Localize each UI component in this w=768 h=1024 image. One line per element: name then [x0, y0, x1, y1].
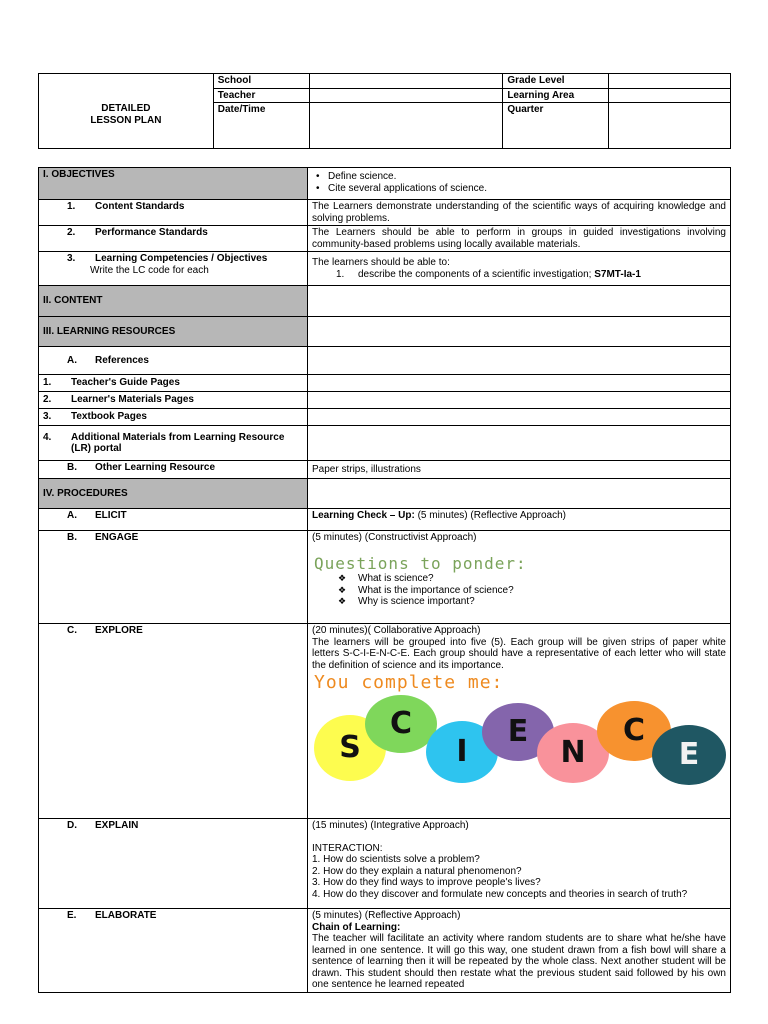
lc-code: S7MT-Ia-1: [594, 268, 641, 280]
quarter-label: Quarter: [503, 103, 609, 149]
engage-label: B. ENGAGE: [39, 531, 308, 624]
lc-code-note: Write the LC code for each: [90, 264, 209, 276]
explore-label: C. EXPLORE: [39, 624, 308, 819]
objectives-bullets: [308, 168, 731, 200]
objectives-heading: I. OBJECTIVES: [39, 168, 308, 200]
explain-question: 1. How do scientists solve a problem?: [312, 854, 480, 865]
school-label: School: [213, 74, 309, 89]
objective-item: • Cite several applications of science.: [316, 183, 726, 195]
explain-question: 3. How do they find ways to improve people's lives?: [312, 877, 541, 888]
elicit-label: A. ELICIT: [39, 509, 308, 531]
performance-standards-text: The Learners should be able to perform in groups in guided investigations involving community-based problems using locally available materials.: [308, 226, 731, 252]
grade-value: [609, 74, 731, 89]
ponder-title: Questions to ponder:: [314, 553, 527, 573]
lesson-plan-title: [39, 74, 214, 149]
letter-ball-e2: E: [652, 725, 726, 785]
letter-ball-n: N: [537, 723, 609, 783]
procedures-value: [308, 479, 731, 509]
letter-ball-s: S: [314, 715, 386, 781]
grade-label: Grade Level: [503, 74, 609, 89]
resource-item: 2. Learner's Materials Pages: [39, 392, 308, 409]
header-table: [38, 73, 731, 149]
resources-value: [308, 317, 731, 347]
resource-value: [308, 392, 731, 409]
letter-ball-e: E: [482, 703, 554, 761]
elicit-text: Learning Check – Up: (5 minutes) (Reflective Approach): [308, 509, 731, 531]
title-line-1: DETAILED: [101, 103, 151, 114]
explore-text: (20 minutes)( Collaborative Approach) The learners will be grouped into five (5). Each group will be given strips of paper white letters S-C-I-E-N-C-E. Each group should have a representative of each letter who will state the definition of science and its importance. You complete me: S C I E N C E: [308, 624, 731, 819]
explain-question: 4. How do they discover and formulate new concepts and theories in search of truth?: [312, 888, 688, 900]
resource-item: 3. Textbook Pages: [39, 409, 308, 426]
datetime-label: Date/Time: [213, 103, 309, 149]
other-resource-value: Paper strips, illustrations: [308, 461, 731, 479]
resource-value: [308, 409, 731, 426]
datetime-value: [309, 103, 503, 149]
content-standards-text: The Learners demonstrate understanding of the scientific ways of acquiring knowledge and solving problems.: [308, 200, 731, 226]
resource-value: [308, 426, 731, 461]
learning-competencies-label: 3. Learning Competencies / Objectives Write the LC code for each: [39, 252, 308, 286]
resource-value: [308, 375, 731, 392]
ponder-question: ❖ Why is science important?: [338, 596, 726, 608]
learning-competencies-text: The learners should be able to: 1. describe the components of a scientific investigation; S7MT-Ia-1: [308, 252, 731, 286]
ponder-question: ❖ What is science?: [338, 573, 726, 585]
procedures-heading: IV. PROCEDURES: [39, 479, 308, 509]
references-label: A. References: [39, 347, 308, 375]
elaborate-text: (5 minutes) (Reflective Approach) Chain of Learning: The teacher will facilitate an activity where random students are to share what he/she have learned in one sentence. It will go this way, one student drawn from a fish bowl will share a sentence of learning then it will be repeated by the whole class. Next another student will be drawn. This student should then restate what the previous student said followed by his own one sentence he learned repeated: [308, 909, 731, 993]
explain-label: D. EXPLAIN: [39, 819, 308, 909]
content-value: [308, 286, 731, 317]
performance-standards-label: 2. Performance Standards: [39, 226, 308, 252]
letter-ball-c2: C: [597, 701, 671, 761]
resources-heading: III. LEARNING RESOURCES: [39, 317, 308, 347]
area-value: [609, 88, 731, 103]
engage-text: (5 minutes) (Constructivist Approach) Questions to ponder: ❖ What is science? ❖ What is the importance of science? ❖ Why is science important?: [308, 531, 731, 624]
title-line-2: LESSON PLAN: [90, 114, 162, 126]
complete-title: You complete me:: [314, 672, 504, 693]
teacher-value: [309, 88, 503, 103]
explain-text: (15 minutes) (Integrative Approach) INTERACTION: 1. How do scientists solve a problem? 2. How do they explain a natural phenomenon? 3. How do they find ways to improve people's lives? 4. How do they discover and formulate new concepts and theories in search of truth?: [308, 819, 731, 909]
school-value: [309, 74, 503, 89]
content-heading: II. CONTENT: [39, 286, 308, 317]
objective-item: • Define science.: [316, 171, 726, 183]
area-label: Learning Area: [503, 88, 609, 103]
resource-item: 1. Teacher's Guide Pages: [39, 375, 308, 392]
teacher-label: Teacher: [213, 88, 309, 103]
resource-item: 4. Additional Materials from Learning Resource (LR) portal: [39, 426, 308, 461]
lesson-plan-table: [38, 167, 731, 993]
quarter-value: [609, 103, 731, 149]
content-standards-label: 1. Content Standards: [39, 200, 308, 226]
explain-question: 2. How do they explain a natural phenomenon?: [312, 865, 522, 877]
science-letter-balls: [312, 695, 726, 807]
references-value: [308, 347, 731, 375]
ponder-question: ❖ What is the importance of science?: [338, 585, 726, 597]
elaborate-label: E. ELABORATE: [39, 909, 308, 993]
letter-ball-i: I: [426, 721, 498, 783]
letter-ball-c: C: [365, 695, 437, 753]
other-resource-label: B. Other Learning Resource: [39, 461, 308, 479]
